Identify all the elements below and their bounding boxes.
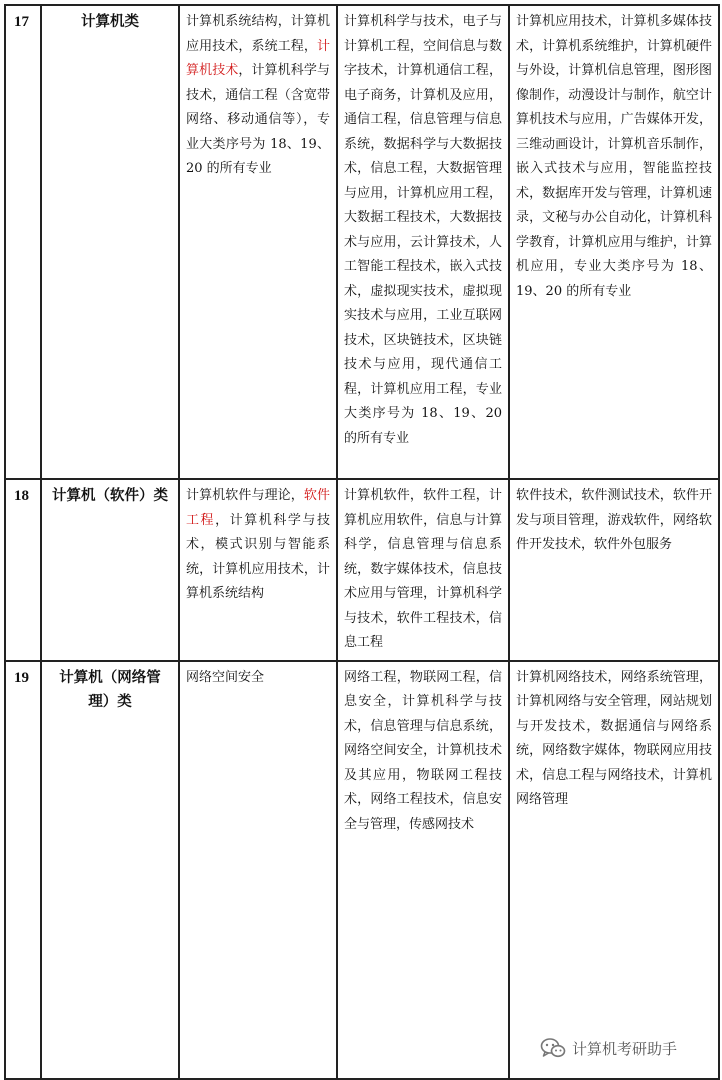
table-row xyxy=(5,661,719,1079)
junior-college-majors: 计算机科学与技术，电子与计算机工程，空间信息与数字技术，计算机通信工程，电子商务，计算机及应用，通信工程，信息管理与信息系统，数据科学与大数据技术，信息工程，大数据管理与应用，计算机应用工程，大数据工程技术，大数据技术与应用，云计算技术，人工智能工程技术，嵌入式技术，虚拟现实技术，虚拟现实技术与应用，工业互联网技术，区块链技术，区块链技术与应用，现代通信工程，计算机应用工程，专业大类序号为 18、19、20 的所有专业 xyxy=(337,5,509,479)
table-row xyxy=(5,479,719,661)
undergrad-majors xyxy=(179,661,337,1079)
watermark-text: 计算机考研助手 xyxy=(572,1039,678,1058)
major-text: 网络空间安全 xyxy=(186,669,265,685)
major-text: 计算机软件与理论， xyxy=(186,488,304,503)
row-number: 19 xyxy=(5,661,41,1079)
category-name: 计算机（网络管理）类 xyxy=(41,661,179,1079)
major-text: 计算机系统结构，计算机应用技术，系统工程， xyxy=(186,14,330,54)
undergrad-majors xyxy=(179,479,337,661)
vocational-majors: 计算机网络技术，网络系统管理，计算机网络与安全管理，网站规划与开发技术，数据通信与网络系统，网络数字媒体，物联网应用技术，信息工程与网络技术，计算机网络管理 xyxy=(509,661,719,1079)
junior-college-majors: 网络工程，物联网工程，信息安全，计算机科学与技术，信息管理与信息系统，网络空间安全，计算机技术及其应用，物联网工程技术，网络工程技术，信息安全与管理，传感网技术 xyxy=(337,661,509,1079)
major-text: ，计算机科学与技术，模式识别与智能系统，计算机应用技术，计算机系统结构 xyxy=(186,512,330,601)
watermark xyxy=(540,1036,677,1060)
wechat-icon xyxy=(540,1037,566,1059)
row-number: 17 xyxy=(5,5,41,479)
vocational-majors: 计算机应用技术，计算机多媒体技术，计算机系统维护，计算机硬件与外设，计算机信息管理，图形图像制作，动漫设计与制作，航空计算机技术与应用，广告媒体开发，三维动画设计，计算机音乐制作，嵌入式技术与应用，智能监控技术，数据库开发与管理，计算机速录，文秘与办公自动化，计算机科学教育，计算机应用与维护，计算机应用，专业大类序号为 18、19、20 的所有专业 xyxy=(509,5,719,479)
major-text: ，计算机科学与技术，通信工程（含宽带网络、移动通信等），专业大类序号为 18、19、20 的所有专业 xyxy=(186,63,330,176)
category-name: 计算机类 xyxy=(41,5,179,479)
junior-college-majors: 计算机软件，软件工程，计算机应用软件，信息与计算科学，信息管理与信息系统，数字媒体技术，信息技术应用与管理，计算机科学与技术，软件工程技术，信息工程 xyxy=(337,479,509,661)
highlighted-major: 计算机技术 xyxy=(186,38,330,78)
table-row xyxy=(5,5,719,479)
vocational-majors: 软件技术，软件测试技术，软件开发与项目管理，游戏软件，网络软件开发技术，软件外包服务 xyxy=(509,479,719,661)
highlighted-major: 软件工程 xyxy=(186,488,330,528)
undergrad-majors xyxy=(179,5,337,479)
row-number: 18 xyxy=(5,479,41,661)
category-name: 计算机（软件）类 xyxy=(41,479,179,661)
major-catalog-table xyxy=(4,4,720,1080)
